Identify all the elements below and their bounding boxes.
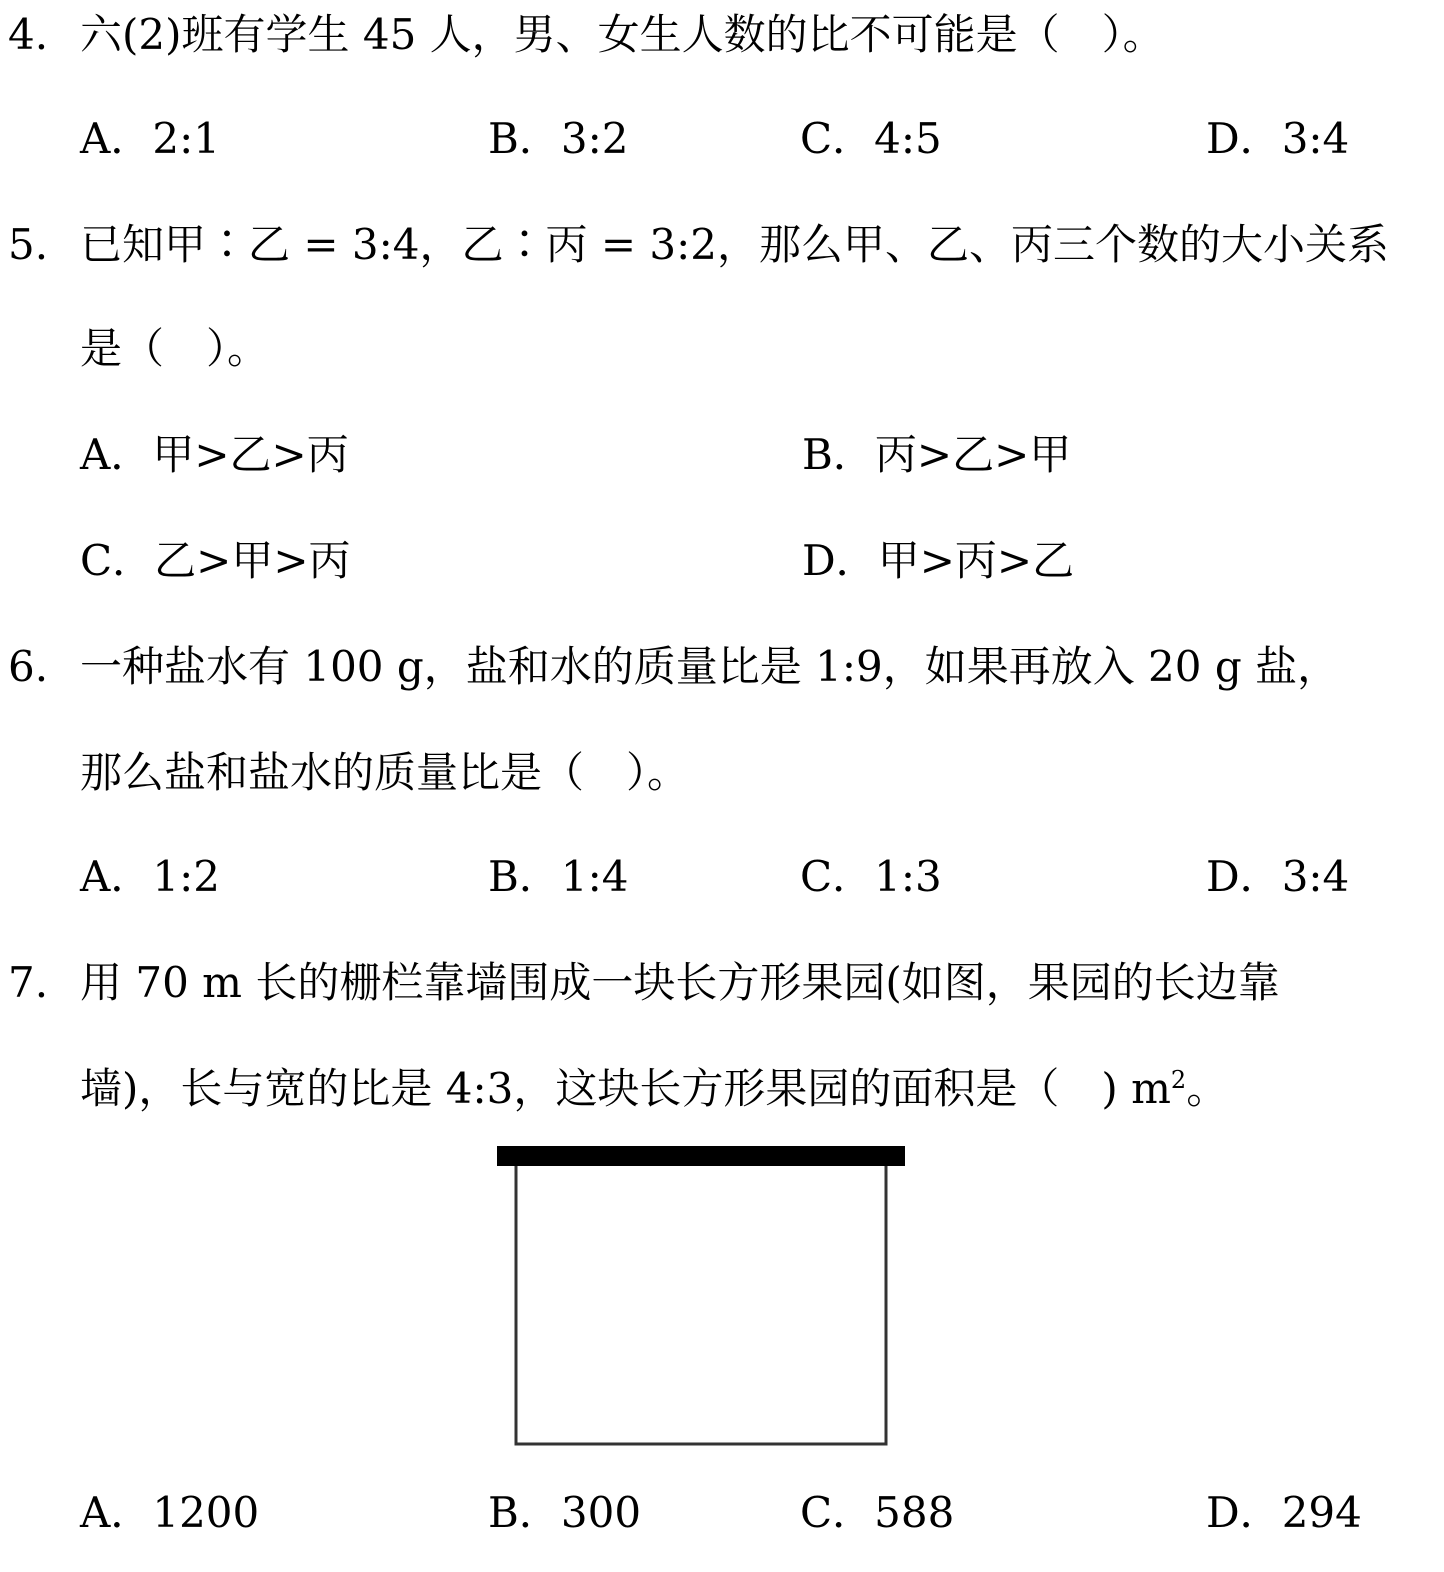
fence-rectangle: [516, 1166, 886, 1444]
q4-option-d[interactable]: [1206, 114, 1350, 163]
q6-option-c-label: C．: [800, 852, 875, 901]
q4-option-b[interactable]: [488, 114, 629, 163]
q7-option-d-text: 294: [1281, 1488, 1362, 1537]
q7-option-d[interactable]: [1206, 1488, 1362, 1537]
q7-option-b-text: 300: [560, 1488, 642, 1537]
q7-option-a[interactable]: [80, 1488, 260, 1537]
q5-option-a-label: A．: [80, 430, 153, 479]
q5-stem-line-1: 已知甲∶乙 = 3:4，乙∶丙 = 3:2，那么甲、乙、丙三个数的大小关系: [80, 220, 1389, 269]
q5-stem-line-2: 是（ ）。: [80, 324, 270, 373]
q6-option-a[interactable]: [80, 852, 220, 901]
q5-option-a-text: 甲>乙>丙: [152, 430, 349, 479]
q6-option-b-label: B．: [488, 852, 561, 901]
q5-option-b-label: B．: [802, 430, 875, 479]
q7-option-a-text: 1200: [152, 1488, 260, 1537]
q5-option-d[interactable]: [802, 536, 1075, 585]
q7-option-c-label: C．: [800, 1488, 875, 1537]
q7-stem-line-2-text: 墙)，长与宽的比是 4:3，这块长方形果园的面积是（ ) m: [80, 1064, 1171, 1113]
q4-number: 4.: [8, 10, 49, 59]
q4-option-c-label: C．: [800, 114, 875, 163]
q6-option-a-label: A．: [80, 852, 153, 901]
q6-option-b-text: 1:4: [560, 852, 629, 901]
q7-stem-line-1: 用 70 m 长的栅栏靠墙围成一块长方形果园(如图，果园的长边靠: [80, 958, 1280, 1007]
q4-option-c[interactable]: [800, 114, 942, 163]
q6-stem-line-1: 一种盐水有 100 g，盐和水的质量比是 1:9，如果再放入 20 g 盐，: [80, 642, 1340, 691]
q7-option-c-text: 588: [874, 1488, 955, 1537]
q7-stem-line-2-end: 。: [1186, 1064, 1229, 1113]
q6-option-d[interactable]: [1206, 852, 1350, 901]
q6-option-d-label: D．: [1206, 852, 1282, 901]
q7-number: 7.: [8, 958, 49, 1007]
q6-option-d-text: 3:4: [1281, 852, 1350, 901]
q5-number: 5.: [8, 220, 49, 269]
q4-stem-line-1: 六(2)班有学生 45 人，男、女生人数的比不可能是（ ）。: [80, 10, 1165, 59]
q7-option-d-label: D．: [1206, 1488, 1282, 1537]
q4-option-a-label: A．: [80, 114, 153, 163]
q5-option-d-label: D．: [802, 536, 878, 585]
q7-stem-line-2: [80, 1064, 1229, 1113]
q6-number: 6.: [8, 642, 49, 691]
q7-superscript: 2: [1170, 1066, 1187, 1094]
q4-option-b-label: B．: [488, 114, 561, 163]
q5-option-b[interactable]: [802, 430, 1072, 479]
q4-option-d-text: 3:4: [1281, 114, 1350, 163]
orchard-figure: [495, 1146, 907, 1448]
wall: [497, 1146, 905, 1166]
q7-option-b-label: B．: [488, 1488, 561, 1537]
q5-option-c-text: 乙>甲>丙: [154, 536, 351, 585]
q5-option-c[interactable]: [80, 536, 351, 585]
q6-option-c-text: 1:3: [874, 852, 942, 901]
q7-option-b[interactable]: [488, 1488, 642, 1537]
q4-option-a-text: 2:1: [152, 114, 220, 163]
q6-option-c[interactable]: [800, 852, 942, 901]
q7-option-c[interactable]: [800, 1488, 955, 1537]
q6-option-b[interactable]: [488, 852, 629, 901]
q5-option-a[interactable]: [80, 430, 349, 479]
q7-option-a-label: A．: [80, 1488, 153, 1537]
q5-option-c-label: C．: [80, 536, 155, 585]
q5-option-d-text: 甲>丙>乙: [877, 536, 1075, 585]
q6-option-a-text: 1:2: [152, 852, 220, 901]
q4-option-d-label: D．: [1206, 114, 1282, 163]
q4-option-c-text: 4:5: [874, 114, 942, 163]
q4-option-a[interactable]: [80, 114, 220, 163]
q5-option-b-text: 丙>乙>甲: [874, 430, 1072, 479]
q4-option-b-text: 3:2: [560, 114, 629, 163]
q6-stem-line-2: 那么盐和盐水的质量比是（ ）。: [80, 748, 690, 797]
